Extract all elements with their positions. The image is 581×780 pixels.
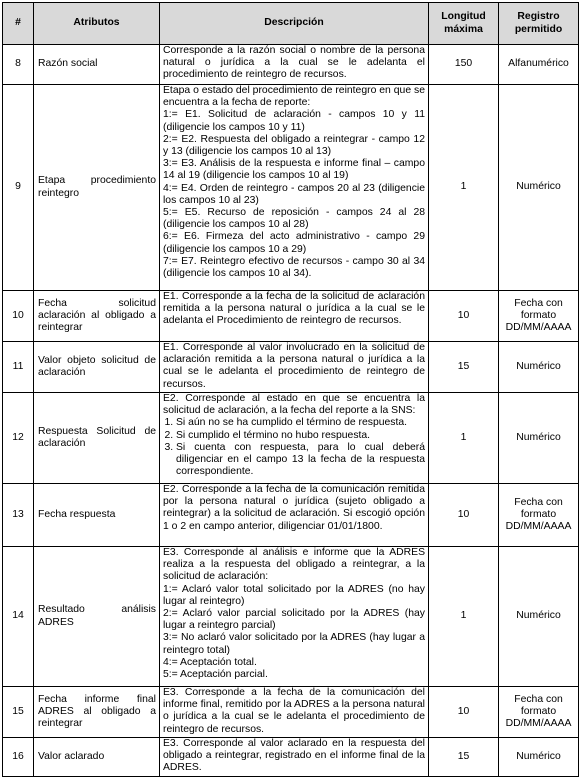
table-row [3,738,579,777]
row-allowed-record: Numérico [499,738,579,777]
row-max-length: 15 [429,738,499,777]
row-description [160,85,429,291]
description-line: Etapa o estado del procedimiento de reintegro en que se encuentra a la fecha de reporte: [163,85,425,109]
row-allowed-record: Numérico [499,85,579,291]
description-option: 4:= E4. Orden de reintegro - campos 20 al 23 (diligencie los campos 10 al 23) [163,182,425,206]
row-description: E1. Corresponde al valor involucrado en la solicitud de aclaración remitida a la persona natural o jurídica a la cual se le adelanta el procedimiento de reintegro de recursos. [160,342,429,393]
header-max-length-line-2: máxima [444,23,483,35]
row-allowed-record: Numérico [499,547,579,687]
header-allowed-record-line-2: permitido [514,23,563,35]
row-max-length: 1 [429,547,499,687]
row-description [160,393,429,484]
row-max-length: 150 [429,45,499,85]
list-item: 3. Si cuenta con respuesta, para lo cual deberá diligenciar en el campo 13 la fecha de la respuesta correspondiente. [176,442,425,479]
table-row [3,484,579,547]
description-option: 3:= No aclaró valor solicitado por la ADRES (hay lugar a reintegro total) [163,632,425,656]
table-header-row [3,3,579,45]
table-row [3,393,579,484]
header-allowed-record-line-1: Registro [517,11,560,23]
description-option: 1:= Aclaró valor total solicitado por la ADRES (no hay lugar al reintegro) [163,583,425,607]
header-description: Descripción [160,3,429,45]
row-max-length: 10 [429,291,499,342]
row-max-length: 15 [429,342,499,393]
row-allowed-record: Fecha con formato DD/MM/AAAA [499,291,579,342]
row-max-length: 10 [429,484,499,547]
row-attribute: Fecha solicitud aclaración al obligado a reintegrar [34,291,160,342]
description-option: 3:= E3. Análisis de la respuesta e informe final – campo 14 al 19 (diligencie los campos 10 al 19) [163,158,425,182]
row-number: 14 [3,547,34,687]
description-option: 4:= Aceptación total. [163,656,257,668]
description-option: 5:= Aceptación parcial. [163,669,268,681]
row-attribute: Resultado análisis ADRES [34,547,160,687]
description-option: 6:= E6. Firmeza del acto administrativo - campo 29 (diligencie los campos 10 a 29) [163,231,425,255]
row-allowed-record: Numérico [499,342,579,393]
row-description: E3. Corresponde al valor aclarado en la respuesta del obligado a reintegrar, registrado en el informe final de la ADRES. [160,738,429,777]
row-max-length: 10 [429,687,499,738]
row-description: E1. Corresponde a la fecha de la solicitud de aclaración remitida a la persona natural o jurídica a la cual se le adelanta el Procedimiento de reintegro de recursos. [160,291,429,342]
list-item: 1. Si aún no se ha cumplido el término de respuesta. [176,417,425,429]
row-description: E2. Corresponde a la fecha de la comunicación remitida por la persona natural o jurídica (sujeto obligado a reintegrar) a la solicitud de aclaración. Si escogió opción 1 o 2 en campo anterior, diligenciar 01/01/1800. [160,484,429,547]
row-attribute: Respuesta Solicitud de aclaración [34,393,160,484]
row-description: E3. Corresponde a la fecha de la comunicación del informe final, remitido por la ADRES a la persona natural o jurídica a la cual se le adelanta el procedimiento de reintegro de recursos. [160,687,429,738]
header-max-length-line-1: Longitud [441,11,486,23]
description-option: 2:= E2. Respuesta del obligado a reintegrar - campo 12 y 13 (diligencie los campos 10 al 13) [163,133,425,158]
table-row [3,547,579,687]
row-number: 11 [3,342,34,393]
table-row [3,342,579,393]
row-attribute: Valor aclarado [34,738,160,777]
table-row [3,291,579,342]
row-description: Corresponde a la razón social o nombre de la persona natural o jurídica a la cual se le adelanta el procedimiento de reintegro de recursos. [160,45,429,85]
row-max-length: 1 [429,393,499,484]
description-line: E3. Corresponde al análisis e informe que la ADRES realiza a la respuesta del obligado a reintegrar, a la solicitud de aclaración: [163,547,425,583]
header-attributes: Atributos [34,3,160,45]
row-number: 15 [3,687,34,738]
row-allowed-record: Fecha con formato DD/MM/AAAA [499,484,579,547]
row-attribute: Razón social [34,45,160,85]
row-allowed-record: Fecha con formato DD/MM/AAAA [499,687,579,738]
row-number: 12 [3,393,34,484]
row-attribute: Fecha informe final ADRES al obligado a reintegrar [34,687,160,738]
header-number: # [3,3,34,45]
header-allowed-record [499,3,579,45]
row-number: 10 [3,291,34,342]
table-row [3,45,579,85]
header-max-length [429,3,499,45]
attributes-table [2,2,579,777]
row-number: 8 [3,45,34,85]
description-numbered-list [163,417,425,478]
description-option: 2:= Aclaró valor parcial solicitado por la ADRES (hay lugar a reintegro parcial) [163,608,425,632]
table-row [3,687,579,738]
row-description [160,547,429,687]
row-max-length: 1 [429,85,499,291]
description-line: E2. Corresponde al estado en que se encuentra la solicitud de aclaración, a la fecha del reporte a la SNS: [163,393,425,417]
table-row [3,85,579,291]
row-attribute: Fecha respuesta [34,484,160,547]
list-item: 2. Si cumplido el término no hubo respuesta. [176,430,425,442]
row-allowed-record: Numérico [499,393,579,484]
description-option: 1:= E1. Solicitud de aclaración - campos 10 y 11 (diligencie los campos 10 y 11) [163,109,425,133]
description-option: 7:= E7. Reintegro efectivo de recursos - campo 30 al 34 (diligencie los campos 10 al 34). [163,255,425,280]
row-attribute: Etapa procedimiento reintegro [34,85,160,291]
row-number: 13 [3,484,34,547]
row-number: 9 [3,85,34,291]
row-allowed-record: Alfanumérico [499,45,579,85]
row-number: 16 [3,738,34,777]
document-page [2,2,579,777]
description-option: 5:= E5. Recurso de reposición - campos 24 al 28 (diligencie los campos 10 al 28) [163,207,425,231]
row-attribute: Valor objeto solicitud de aclaración [34,342,160,393]
